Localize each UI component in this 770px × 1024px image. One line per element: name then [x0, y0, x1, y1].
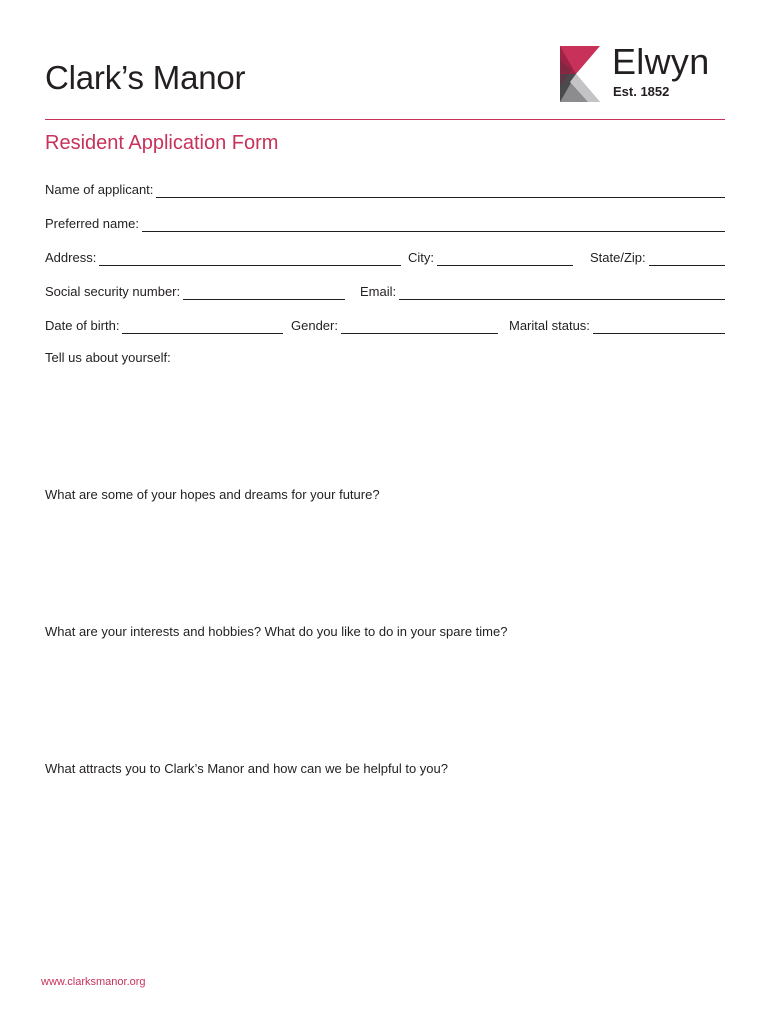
address-label: Address:: [45, 250, 97, 265]
form-title: Resident Application Form: [45, 132, 279, 154]
row-dob-gender-marital: [45, 316, 725, 334]
logo-wordmark: Elwyn: [612, 41, 710, 82]
answer-about-yourself[interactable]: [45, 372, 725, 480]
row-ssn-email: [45, 282, 725, 300]
gender-field: [291, 318, 498, 334]
question-attracts-you: What attracts you to Clark’s Manor and how can we be helpful to you?: [45, 761, 448, 776]
name-of-applicant-input[interactable]: [156, 183, 725, 198]
answer-hopes-dreams[interactable]: [45, 509, 725, 617]
city-label: City:: [408, 250, 434, 265]
name-of-applicant-label: Name of applicant:: [45, 182, 154, 197]
email-label: Email:: [360, 284, 397, 299]
marital-status-field: [509, 318, 725, 334]
elwyn-k-logo-icon: [560, 46, 602, 102]
header-divider: [45, 119, 725, 120]
date-of-birth-input[interactable]: [122, 319, 283, 334]
gender-input[interactable]: [341, 319, 498, 334]
email-field: [360, 284, 725, 300]
question-interests-hobbies: What are your interests and hobbies? What do you like to do in your spare time?: [45, 624, 508, 639]
name-of-applicant-field: [45, 182, 725, 198]
ssn-label: Social security number:: [45, 284, 181, 299]
ssn-input[interactable]: [183, 285, 345, 300]
state-zip-field: [590, 250, 725, 266]
email-input[interactable]: [399, 285, 725, 300]
question-hopes-dreams: What are some of your hopes and dreams for your future?: [45, 487, 380, 502]
answer-attracts-you[interactable]: [45, 783, 725, 963]
date-of-birth-field: [45, 318, 283, 334]
elwyn-logo: [560, 41, 730, 104]
preferred-name-input[interactable]: [142, 217, 725, 232]
date-of-birth-label: Date of birth:: [45, 318, 120, 333]
row-address: [45, 248, 725, 266]
address-input[interactable]: [99, 251, 401, 266]
row-preferred-name: [45, 214, 725, 232]
page-title: Clark’s Manor: [45, 59, 246, 96]
preferred-name-field: [45, 216, 725, 232]
footer-website-link[interactable]: www.clarksmanor.org: [41, 976, 146, 988]
row-name-of-applicant: [45, 180, 725, 198]
marital-status-label: Marital status:: [509, 318, 590, 333]
gender-label: Gender:: [291, 318, 338, 333]
marital-status-input[interactable]: [593, 319, 725, 334]
city-field: [408, 250, 573, 266]
city-input[interactable]: [437, 251, 573, 266]
logo-established: Est. 1852: [613, 84, 670, 99]
address-field: [45, 250, 401, 266]
question-about-yourself: Tell us about yourself:: [45, 350, 171, 365]
preferred-name-label: Preferred name:: [45, 216, 139, 231]
state-zip-label: State/Zip:: [590, 250, 646, 265]
ssn-field: [45, 284, 345, 300]
answer-interests-hobbies[interactable]: [45, 646, 725, 754]
state-zip-input[interactable]: [649, 251, 725, 266]
